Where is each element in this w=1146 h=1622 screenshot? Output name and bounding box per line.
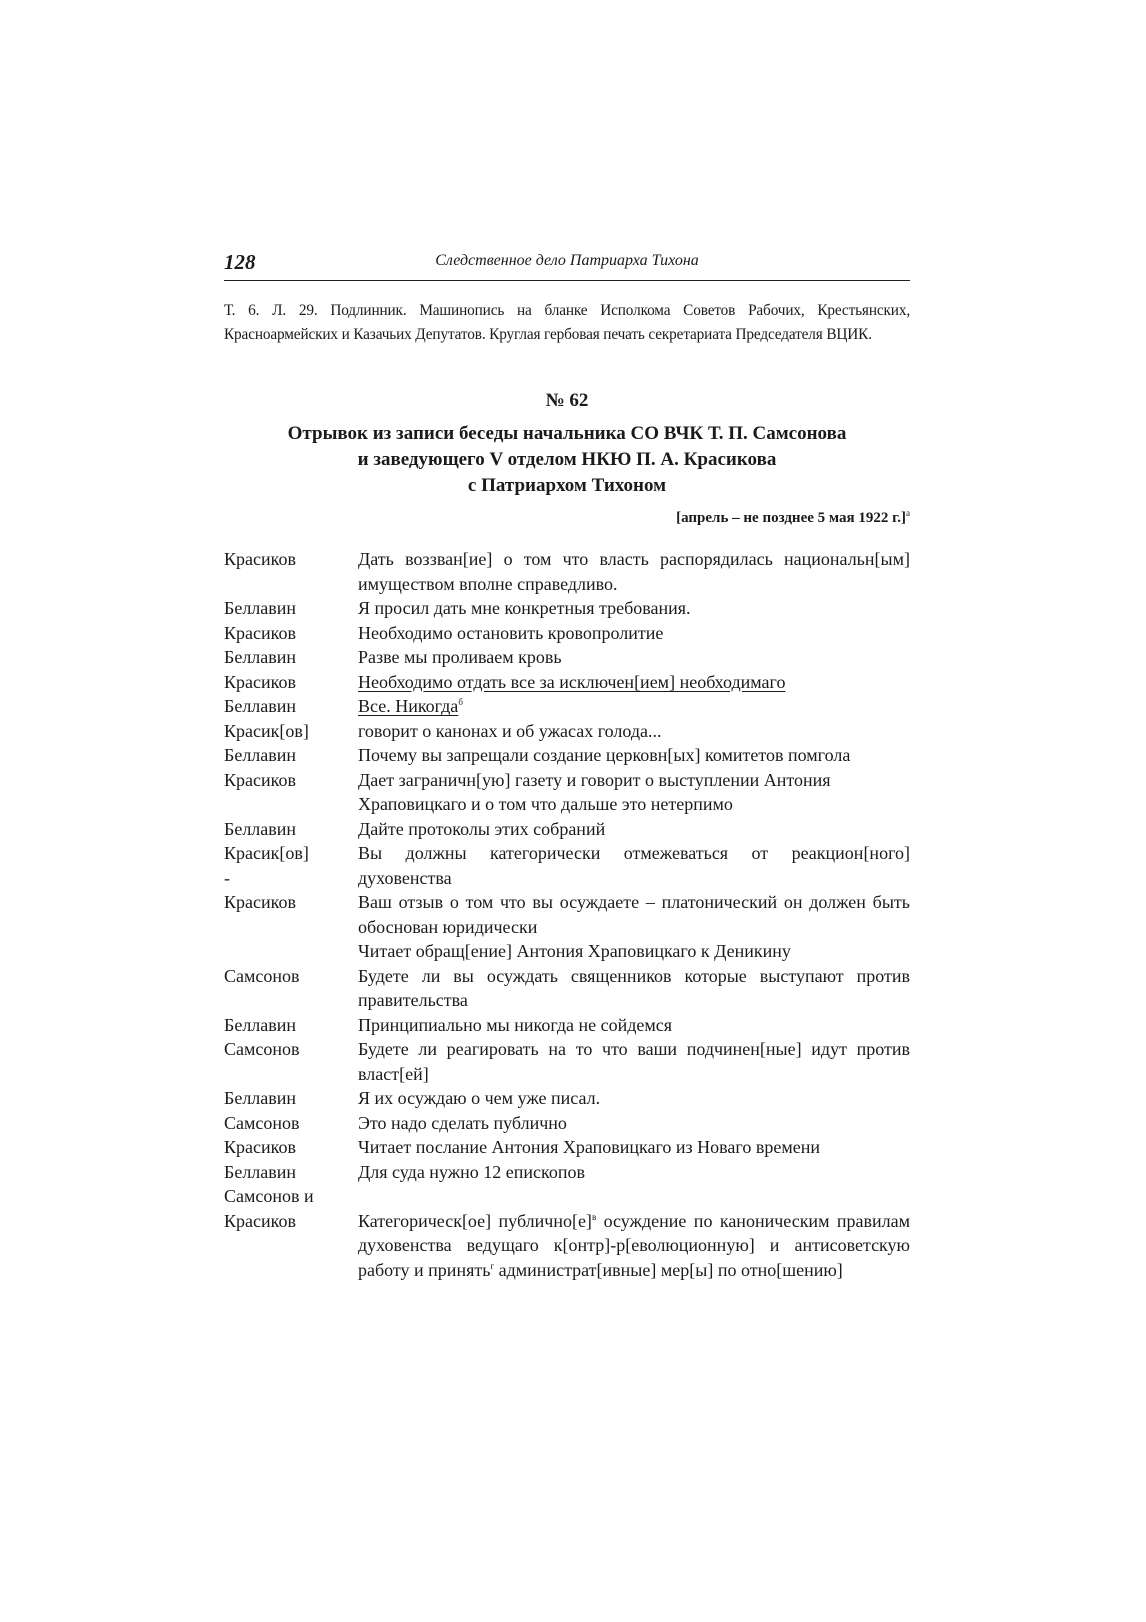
speaker: Беллавин [224,696,297,716]
transcript-row [224,1037,910,1086]
transcript-row [224,841,910,890]
utterance [358,1209,910,1283]
utterance: Будете ли вы осуждать священников которые выступают против правительства [358,965,910,1010]
transcript-row [224,768,910,817]
transcript-row [224,1184,910,1209]
speaker: Самсонов и [224,1186,314,1206]
speaker: Красиков [224,622,296,643]
transcript-row [224,1111,910,1136]
transcript-row [224,1086,910,1111]
footnote-marker: в [591,1211,597,1222]
text-segment: Категорическ[ое] публично[е] [358,1210,592,1231]
underlined-text: Все. Никогда [358,696,459,716]
document-number: № 62 [545,390,589,411]
utterance: Дать воззван[ие] о том что власть распорядилась национальн[ым] имуществом вполне справедливо. [358,549,910,594]
utterance: Читает обращ[ение] Антония Храповицкаго к Деникину [358,941,791,961]
text-segment: осуждение по каноническим правилам духовенства ведущаго к[онтр]-р[еволюционную] и антисоветскую работу и принять [358,1210,910,1280]
speaker: Красик[ов] - [224,843,309,888]
transcript-row [224,670,910,695]
transcript-row [224,1135,910,1160]
text-segment: администрат[ивные] мер[ы] по отно[шению] [494,1259,843,1280]
utterance: Для суда нужно 12 епископов [358,1161,585,1182]
speaker: Красик[ов] [224,720,309,741]
transcript-row [224,719,910,744]
utterance [358,670,910,695]
utterance: Вы должны категорически отмежеваться от реакцион[ного] духовенства [358,843,910,888]
footnote-marker: б [458,697,463,707]
utterance: Принципиально мы никогда не сойдемся [358,1014,673,1035]
transcript [224,547,910,1282]
speaker: Беллавин [224,1161,297,1182]
utterance: Почему вы запрещали создание церковн[ых] комитетов помгола [358,745,851,765]
speaker: Красиков [224,671,296,692]
running-title: Следственное дело Патриарха Тихона [435,252,699,269]
utterance: Ваш отзыв о том что вы осуждаете – платонический он должен быть обоснован юридически [358,892,910,937]
speaker: Беллавин [224,647,297,667]
utterance: Я их осуждаю о чем уже писал. [358,1088,601,1108]
utterance: Читает послание Антония Храповицкаго из Новаго времени [358,1137,820,1157]
document-date [676,510,910,527]
transcript-row [224,621,910,646]
speaker: Красиков [224,769,296,790]
transcript-row [224,1209,910,1283]
transcript-row [224,743,910,768]
speaker: Красиков [224,1210,296,1231]
speaker: Беллавин [224,1088,297,1108]
utterance: Разве мы проливаем кровь [358,647,562,667]
title-line: с Патриархом Тихоном [467,475,667,496]
speaker: Красиков [224,892,296,912]
date-text: [апрель – не позднее 5 мая 1922 г.] [676,510,906,526]
transcript-row [224,1160,910,1185]
speaker: Самсонов [224,965,300,986]
utterance: говорит о канонах и об ужасах голода... [358,720,662,741]
speaker [224,939,358,964]
utterance: Дайте протоколы этих собраний [358,818,606,839]
utterance: Дает заграничн[ую] газету и говорит о выступлении Антония Храповицкаго и о том что дальше это нетерпимо [358,769,831,814]
speaker: Беллавин [224,745,297,765]
speaker: Беллавин [224,1014,297,1035]
page-header [224,248,910,281]
utterance [358,694,910,719]
transcript-row [224,596,910,621]
transcript-row [224,645,910,670]
speaker: Самсонов [224,1039,300,1059]
footnote-marker: а [906,508,910,518]
page-number: 128 [224,250,256,274]
speaker: Беллавин [224,598,297,618]
speaker: Беллавин [224,818,297,839]
utterance: Будете ли реагировать на то что ваши подчинен[ные] идут против власт[ей] [358,1039,910,1084]
transcript-row [224,547,910,596]
transcript-row [224,817,910,842]
footnote-marker: г [490,1260,495,1271]
transcript-row [224,890,910,939]
utterance [358,1184,910,1209]
transcript-row [224,694,910,719]
title-line: Отрывок из записи беседы начальника СО ВЧК Т. П. Самсонова [287,423,847,444]
source-note: Т. 6. Л. 29. Подлинник. Машинопись на бланке Исполкома Советов Рабочих, Крестьянских, Красноармейских и Казачьих Депутатов. Круглая гербовая печать секретариата Председателя ВЦИК. [224,302,910,343]
transcript-row [224,1013,910,1038]
title-line: и заведующего V отделом НКЮ П. А. Красикова [357,449,777,470]
underlined-text: Необходимо отдать все за исключен[ием] необходимаго [358,671,786,692]
speaker: Красиков [224,1137,296,1157]
transcript-row [224,964,910,1013]
utterance: Это надо сделать публично [358,1112,567,1133]
utterance: Необходимо остановить кровопролитие [358,622,664,643]
transcript-row [224,939,910,964]
speaker: Красиков [224,549,296,569]
speaker: Самсонов [224,1112,300,1133]
utterance: Я просил дать мне конкретныя требования. [358,598,691,618]
document-title [224,421,910,499]
